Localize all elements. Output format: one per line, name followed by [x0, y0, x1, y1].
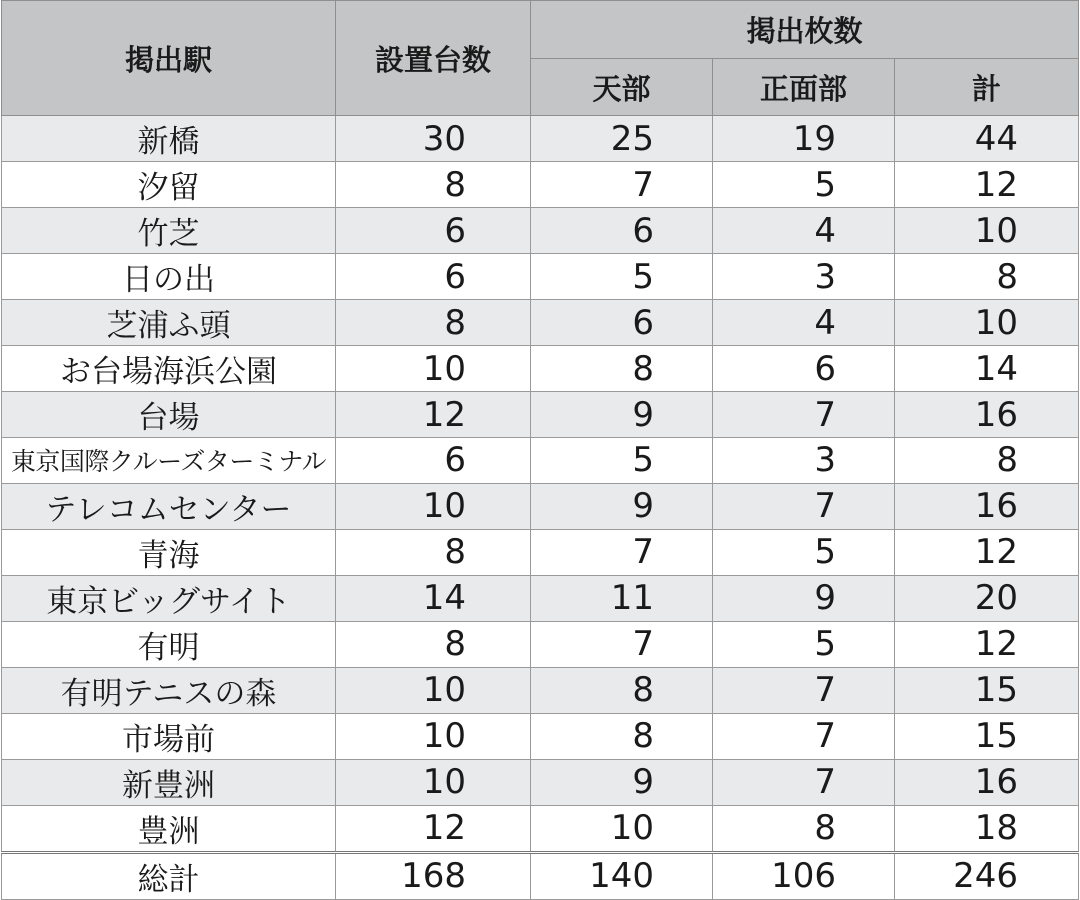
total-sheets-cell: 16 [895, 759, 1079, 805]
table-row [2, 621, 1079, 667]
station-name-cell: 豊洲 [2, 805, 336, 852]
totals-front-cell: 106 [713, 852, 895, 899]
table-row [2, 254, 1079, 300]
front-sheets-cell: 9 [713, 575, 895, 621]
station-name-cell: 汐留 [2, 162, 336, 208]
totals-units-cell: 168 [336, 852, 531, 899]
station-name-cell: 芝浦ふ頭 [2, 300, 336, 346]
top-sheets-cell: 5 [531, 254, 713, 300]
station-name-cell: 市場前 [2, 713, 336, 759]
header-top: 天部 [531, 59, 713, 116]
total-sheets-cell: 12 [895, 621, 1079, 667]
top-sheets-cell: 7 [531, 529, 713, 575]
front-sheets-cell: 6 [713, 346, 895, 392]
totals-row [2, 852, 1079, 899]
station-name-cell: 日の出 [2, 254, 336, 300]
top-sheets-cell: 9 [531, 483, 713, 529]
top-sheets-cell: 10 [531, 805, 713, 852]
front-sheets-cell: 8 [713, 805, 895, 852]
units-cell: 6 [336, 254, 531, 300]
header-total: 計 [895, 59, 1079, 116]
total-sheets-cell: 20 [895, 575, 1079, 621]
front-sheets-cell: 19 [713, 116, 895, 162]
total-sheets-cell: 12 [895, 162, 1079, 208]
front-sheets-cell: 7 [713, 392, 895, 438]
station-name-cell: 東京国際クルーズターミナル [2, 438, 336, 484]
units-cell: 6 [336, 208, 531, 254]
table-row [2, 713, 1079, 759]
table-row [2, 575, 1079, 621]
totals-label: 総計 [2, 852, 336, 899]
total-sheets-cell: 10 [895, 300, 1079, 346]
front-sheets-cell: 4 [713, 300, 895, 346]
totals-top-cell: 140 [531, 852, 713, 899]
station-name-cell: 新豊洲 [2, 759, 336, 805]
units-cell: 8 [336, 529, 531, 575]
units-cell: 6 [336, 438, 531, 484]
units-cell: 12 [336, 392, 531, 438]
station-signage-table [1, 0, 1079, 900]
front-sheets-cell: 7 [713, 713, 895, 759]
units-cell: 30 [336, 116, 531, 162]
top-sheets-cell: 8 [531, 346, 713, 392]
station-name-cell: 有明 [2, 621, 336, 667]
top-sheets-cell: 7 [531, 621, 713, 667]
station-name-cell: 新橋 [2, 116, 336, 162]
table-row [2, 438, 1079, 484]
header-front: 正面部 [713, 59, 895, 116]
header-units: 設置台数 [336, 1, 531, 116]
station-name-cell: 竹芝 [2, 208, 336, 254]
total-sheets-cell: 12 [895, 529, 1079, 575]
units-cell: 8 [336, 621, 531, 667]
total-sheets-cell: 10 [895, 208, 1079, 254]
table-body [2, 116, 1079, 900]
units-cell: 8 [336, 300, 531, 346]
top-sheets-cell: 11 [531, 575, 713, 621]
total-sheets-cell: 14 [895, 346, 1079, 392]
total-sheets-cell: 44 [895, 116, 1079, 162]
total-sheets-cell: 8 [895, 438, 1079, 484]
table-row [2, 805, 1079, 852]
table-row [2, 667, 1079, 713]
table-row [2, 116, 1079, 162]
station-name-cell: 有明テニスの森 [2, 667, 336, 713]
top-sheets-cell: 9 [531, 759, 713, 805]
top-sheets-cell: 9 [531, 392, 713, 438]
units-cell: 10 [336, 759, 531, 805]
table-row [2, 483, 1079, 529]
table-row [2, 529, 1079, 575]
header-station: 掲出駅 [2, 1, 336, 116]
table-row [2, 346, 1079, 392]
total-sheets-cell: 15 [895, 667, 1079, 713]
total-sheets-cell: 16 [895, 392, 1079, 438]
front-sheets-cell: 5 [713, 162, 895, 208]
table-row [2, 759, 1079, 805]
top-sheets-cell: 25 [531, 116, 713, 162]
top-sheets-cell: 8 [531, 713, 713, 759]
station-name-cell: 台場 [2, 392, 336, 438]
table-row [2, 392, 1079, 438]
table-row [2, 162, 1079, 208]
totals-total-cell: 246 [895, 852, 1079, 899]
top-sheets-cell: 6 [531, 300, 713, 346]
front-sheets-cell: 3 [713, 254, 895, 300]
front-sheets-cell: 5 [713, 529, 895, 575]
units-cell: 10 [336, 483, 531, 529]
front-sheets-cell: 4 [713, 208, 895, 254]
top-sheets-cell: 5 [531, 438, 713, 484]
total-sheets-cell: 18 [895, 805, 1079, 852]
front-sheets-cell: 7 [713, 483, 895, 529]
units-cell: 10 [336, 713, 531, 759]
table-row [2, 300, 1079, 346]
total-sheets-cell: 15 [895, 713, 1079, 759]
total-sheets-cell: 16 [895, 483, 1079, 529]
station-name-cell: 青海 [2, 529, 336, 575]
top-sheets-cell: 6 [531, 208, 713, 254]
top-sheets-cell: 8 [531, 667, 713, 713]
units-cell: 10 [336, 667, 531, 713]
units-cell: 12 [336, 805, 531, 852]
units-cell: 8 [336, 162, 531, 208]
header-sheets: 掲出枚数 [531, 1, 1079, 59]
units-cell: 10 [336, 346, 531, 392]
top-sheets-cell: 7 [531, 162, 713, 208]
units-cell: 14 [336, 575, 531, 621]
front-sheets-cell: 7 [713, 667, 895, 713]
total-sheets-cell: 8 [895, 254, 1079, 300]
front-sheets-cell: 3 [713, 438, 895, 484]
station-name-cell: お台場海浜公園 [2, 346, 336, 392]
front-sheets-cell: 7 [713, 759, 895, 805]
table-row [2, 208, 1079, 254]
front-sheets-cell: 5 [713, 621, 895, 667]
station-name-cell: 東京ビッグサイト [2, 575, 336, 621]
station-name-cell: テレコムセンター [2, 483, 336, 529]
